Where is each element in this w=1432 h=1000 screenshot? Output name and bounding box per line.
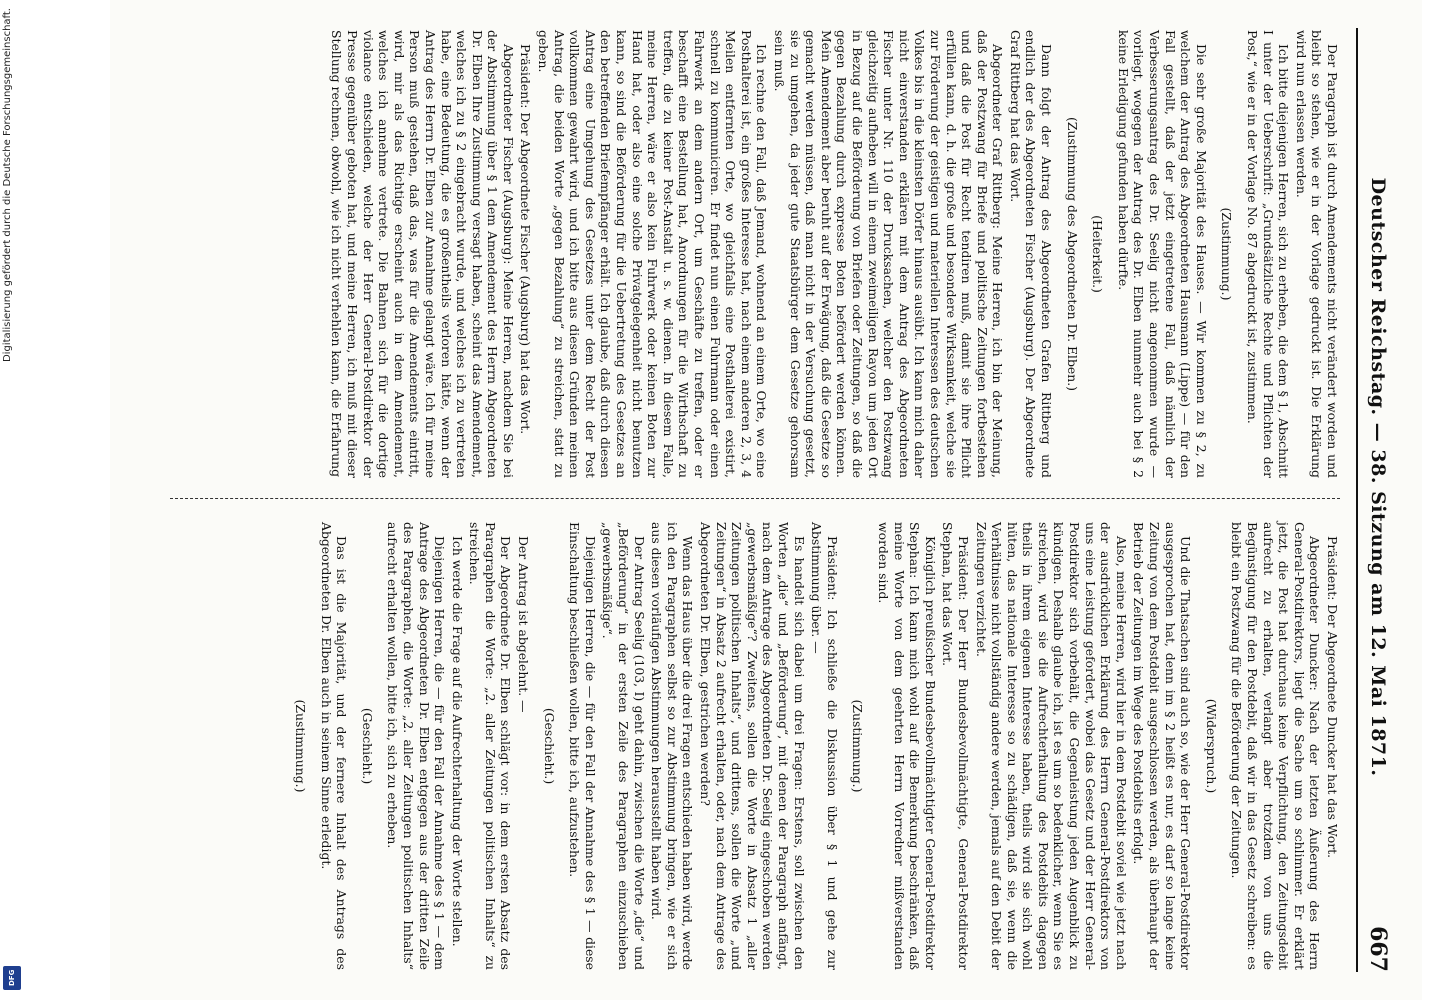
stage-direction: (Geschieht.) [541,707,557,785]
paragraph: Und die Thatsachen sind auch so, wie der Herr General-Postdirektor ausgesprochen hat, denn im § 2 heißt es nur, es darf so lange keine Zeitung von dem Postdebit ausgeschlossen werden, als überhaupt der Betrieb der Zeitungen im Wege des Postdebits erfolgt. [1131,522,1194,970]
paragraph: Die sehr große Majorität des Hauses. — Wir kommen zu § 2, zu welchem der Antrag des Abgeordneten Hausmann (Lippe) — für den Fall gestellt, daß der jetzt eingetretene Fall, daß nämlich der Verbesserungsantrag des Dr. Seelig nicht angenommen wurde — vorliegt, wogegen der Antrag des Dr. Elben nunmehr auch bei § 2 keine Erledigung gefunden haben dürfte. [1115,30,1209,478]
stage-direction: (Geschieht.) [359,707,375,785]
paragraph: Ich werde die Frage auf die Aufrechterhaltung der Worte stellen. [449,536,465,947]
paragraph: Dann folgt der Antrag des Abgeordneten Grafen Rittberg und endlich der des Abgeordneten Fischer (Augsburg). Der Abgeordnete Graf Rittberg hat das Wort. [1007,30,1055,478]
page-header [1356,28,1398,972]
running-title: Deutscher Reichstag. — 38. Sitzung am 12. Mai 1871. [1367,177,1389,777]
paragraph: Abgeordneter Fischer (Augsburg): Meine Herren, nachdem Sie bei der Abstimmung über § 1 dem Amendement des Herrn Abgeordneten Dr. Elben Ihre Zustimmung versagt haben, scheint das Amendement, welches ich zu § 2 eingebracht wurde, und welches ich zu vertreten habe, eine Bedeutung, die es großentheils verloren hätte, wenn der Antrag des Herrn Dr. Elben zur Annahme gelangt wäre. Ich für meine Person muß gestehen, daß das, was für die Amendements eintritt, wird, mir als das Richtige erscheint auch in dem Amendement, welches ich annehme vertrete. Die Bahnen sich für die dortige violance entschieden, welche der Herr General-Postdirektor der Presse gegenüber geboten hat, und meine Herren, ich muß mit dieser Stellung rechnen, obwohl, wie ich nicht verhehlen kann, die Erfahrung [329,30,516,478]
paragraph: Das ist die Majorität, und der fernere Inhalt des Antrags des Abgeordneten Dr. Elben auch in seinem Sinne erledigt. [318,522,350,970]
paragraph: Königlich preußischer Bundesbevollmächtigter General-Postdirektor Stephan: Ich kann mich wohl auf die Bemerkung beschränken, daß meine Worte von dem geehrten Herrn Vorredner mißverstanden worden sind. [875,522,938,970]
stage-direction: (Zustimmung des Abgeordneten Dr. Elben.) [1064,116,1080,391]
stage-direction: (Zustimmung.) [850,699,866,793]
paragraph: Es handelt sich dabei um drei Fragen: Erstens, soll zwischen den Worten „die“ und „Beförderung“, mit denen der Paragraph anfängt, nach dem Antrage des Abgeordneten Dr. Seelig eingeschoben werden „gewerbsmäßige“? Zweitens, sollen die Worte in Absatz 1 „aller Zeitungen politischen Inhalts“, und drittens, sollen die Worte „und Zeitungen“ in Absatz 2 aufrecht erhalten, oder, nach dem Antrage des Abgeordneten Dr. Elben, gestrichen werden? [698,522,807,970]
paragraph: Abgeordneter Graf Rittberg: Meine Herren, ich bin der Meinung, daß der Postzwang für Briefe und politische Zeitungen fortbestehen und daß die Post für Recht tendiren muß, damit sie ihre Pflicht erfüllen kann, d. h. die große und besondere Wirksamkeit, welche sie zur Förderung der geistigen und materiellen Interessen des deutschen Volkes bis in die kleinsten Dörfer hinaus ausübt. Ich kann mich daher nicht einverstanden erklären mit dem Antrag des Abgeordneten Fischer unter Nr. 110 der Drucksachen, welcher den Postzwang gleichzeitig aufheben will in einem zweimeiligen Rayon um jeden Ort in Bezug auf die Beförderung von Briefen oder Zeitungen, so daß die gegen Bezahlung durch expresse Boten befördert werden können. Mein Amendement aber beruht auf der Erwägung, daß die Gesetze so gemacht werden müssen, daß man nicht in der Versuchung gesetzt, sie zu umgehen, da jeder gute Staatsbürger dem Gesetze gehorsam sein muß. [772,30,1006,478]
paragraph: Wenn das Haus über die drei Fragen entschieden haben wird, werde ich den Paragraphen selbst so zur Abstimmung bringen, wie er sich aus diesen vorläufigen Abstimmungen herausstellt haben wird. [649,522,696,970]
paragraph: Der Paragraph ist durch Amendements nicht verändert worden und bleibt so stehen, wie er in der Vorlage gedruckt ist. Die Erklärung wird nun erlassen werden. [1293,30,1340,478]
paragraph: Präsident: Ich schließe die Diskussion über § 1 und gehe zur Abstimmung über. — [809,522,840,970]
paragraph: Diejenigen Herren, die — für den Fall der Annahme des § 1 — dem Antrage des Abgeordneten Dr. Elben entgegen aus der dritten Zeile des Paragraphen, die Worte: „2. aller Zeitungen politischen Inhalts“ aufrecht erhalten wollen, bitte ich, sich zu erheben. [385,522,448,970]
stage-direction: (Heiterkeit.) [1090,215,1106,293]
right-column [140,522,1340,970]
paragraph: Präsident: Der Abgeordnete Duncker hat das Wort. [1325,536,1340,859]
paragraph: Also, meine Herren, wird hier in dem Postdebit soviel wie jetzt nach der ausdrücklichen Erklärung des Herrn General-Postdirektors von uns eine Leistung gefordert, wobei das Gesetz und der Herr General-Postdirektor sich vorbehält, die Gegenleistung jeden Augenblick zu kündigen. Deshalb glaube ich, ist es um so bedenklicher, wenn Sie es streichen, wird sie die Aufrechterhaltung des Postdebits dagegen theils in ihrem eigenen Interesse haben, theils wird sie sich wohl hüten, das nationale Interesse so zu schädigen, daß sie, wenn die Verhältnisse nicht vollständig andere werden, jemals auf den Debit der Zeitungen verzichtet. [973,522,1129,970]
scanned-page [110,0,1422,1000]
paragraph: Ich rechne den Fall, daß Jemand, wohnend an einem Orte, wo eine Posthalterei ist, ein großes Interesse hat, nach einem anderen 2, 3, 4 Meilen entfernten Orte, wo gleichfalls eine Posthalterei existirt, schnell zu kommuniciren. Er findet nun einen Fuhrmann oder einen Fahrwerk an dem andern Ort, um Geschäfte zu treffen, oder er beschafft eine Bestellung hat, Anordnungen für die Wirthschaft zu treffen, die zu keiner Post-Anstalt u. s. w. dienen. In diesem Falle, meine Herren, wäre er also kein Fuhrwerk oder keinen Boten zur Hand hat, oder also eine solche Privatgelegenheit nicht benutzen kann, so sind die Beförderung für die Uebertretung des Gesetzes an den betreffenden Briefempfänger erhält. Ich glaube, daß durch diesen Antrag eine Umgehung des Gesetzes unter dem Recht der Post vollkommen gewahrt wird, und ich bitte aus diesen Gründen meinen Antrag, die beiden Worte „gegen Bezahlung“ zu streichen, statt zu geben. [536,30,770,478]
dfg-logo-icon: DFG [3,966,21,990]
paragraph: Präsident: Der Herr Bundesbevollmächtigte, General-Postdirektor Stephan, hat das Wort. [940,522,971,970]
column-divider [170,498,1340,499]
paragraph: Ich bitte diejenigen Herren, sich zu erheben, die dem § 1, Abschnitt I unter der Ueberschrift: „Grundsätzliche Rechte und Pflichten der Post,“ wie er in der Vorlage No. 87 abgedruckt ist, zustimmen. [1245,30,1292,478]
scan-margin [0,0,24,1000]
paragraph: Der Antrag Seelig (103, I) geht dahin, zwischen die Worte „die“ und „Beförderung“ in der ersten Zeile des Paragraphen einzuschieben „gewerbsmäßige“. [600,522,647,970]
stage-direction: (Zustimmung.) [292,699,308,793]
left-column [140,30,1340,478]
paragraph: Diejenigen Herren, die — für den Fall der Annahme des § 1 — diese Einschaltung beschließen wollen, bitte ich, aufzustehen. [567,522,598,970]
paragraph: Der Antrag ist abgelehnt. — [516,536,532,713]
stage-direction: (Zustimmung.) [1219,207,1235,301]
paragraph: Abgeordneter Duncker: Nach der letzten Äußerung des Herrn General-Postdirektors, liegt die Sache um so schlimmer. Er erklärt jetzt, die Post hat durchaus keine Verpflichtung, den Zeitungsdebit aufrecht zu erhalten, verlangt aber trotzdem von uns die Begünstigung für den Postdebit, daß wir in das Gesetz schreiben: es bleibt ein Postzwang für die Beförderung der Zeitungen. [1229,522,1323,970]
paragraph: Präsident: Der Abgeordnete Fischer (Augsburg) hat das Wort. [518,44,534,435]
paragraph: Der Abgeordnete Dr. Elben schlägt vor: in dem ersten Absatz des Paragraphen die Worte: „2. aller Zeitungen politischen Inhalts“ zu streichen. [467,522,514,970]
stage-direction: (Widerspruch.) [1203,698,1219,794]
page-number: 667 [1365,926,1391,972]
digitization-credit: Digitalisierung gefördert durch die Deutsche Forschungsgemeinschaft. [2,8,13,363]
